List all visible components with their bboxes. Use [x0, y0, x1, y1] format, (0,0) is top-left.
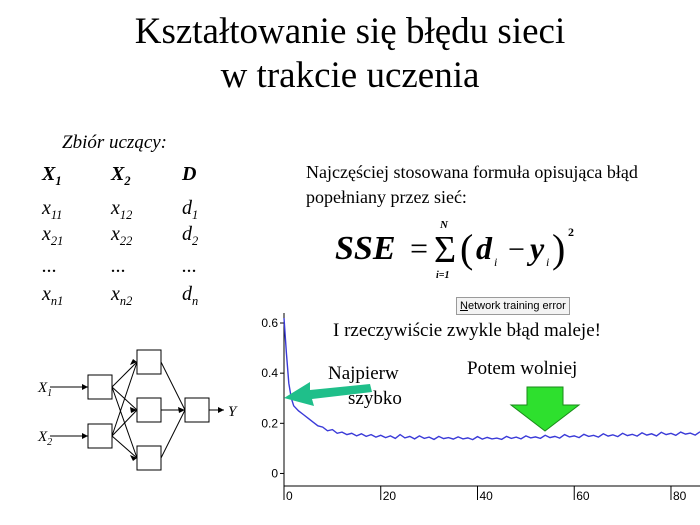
slide-title [0, 10, 700, 98]
table-header: D [182, 163, 197, 185]
formula-lhs: SSE [335, 230, 396, 267]
table-cell: $d_2$ [182, 223, 199, 248]
table-header: $X_1$ [42, 163, 62, 188]
sum-upper-bound: N [440, 219, 448, 231]
table-cell: ... [182, 255, 197, 277]
y-tick-label: 0.6 [261, 316, 278, 331]
x-tick-label: 20 [382, 489, 397, 503]
right-paren: ) [552, 226, 566, 271]
table-header: $X_2$ [111, 163, 131, 188]
table-cell: $d_1$ [182, 197, 199, 222]
fast-arrow [280, 370, 380, 420]
table-cell: $x_{n1}$ [42, 283, 64, 308]
formula-y: y [530, 230, 545, 266]
sum-lower-bound: i=1 [436, 270, 450, 281]
network-diagram [30, 340, 260, 480]
hidden-node-2 [137, 398, 161, 422]
x-tick-label: 60 [576, 489, 590, 503]
arrowhead [218, 407, 224, 413]
sum-symbol: Σ [434, 229, 457, 271]
x-tick-label: 80 [672, 489, 687, 503]
input-1-label: $X_1$ [38, 380, 53, 399]
slow-arrow [505, 385, 585, 435]
connection [161, 410, 185, 458]
hidden-node-1 [137, 350, 161, 374]
chart-title-tag: Network training error [456, 297, 570, 315]
formula-minus: − [508, 233, 525, 266]
formula-y-index: i [546, 255, 550, 269]
fast-arrow-icon [284, 382, 372, 406]
slow-arrow-icon [511, 387, 579, 431]
y-tick-label: 0.2 [261, 416, 278, 431]
table-cell: $x_{21}$ [42, 223, 64, 248]
formula-d: d [476, 230, 492, 266]
table-cell: $d_n$ [182, 283, 199, 308]
input-node-1 [88, 375, 112, 399]
table-cell: ... [111, 255, 126, 277]
arrowhead [130, 407, 137, 413]
input-node-2 [88, 424, 112, 448]
error-formula-description: Najczęściej stosowana formuła opisująca błąd popełniany przez sieć: [306, 162, 638, 207]
y-tick-label: 0 [271, 466, 278, 481]
table-cell: $x_{11}$ [42, 197, 63, 222]
x-tick-label: 40 [479, 489, 493, 503]
sse-formula [330, 214, 590, 284]
slow-label: Potem wolniej [467, 358, 578, 379]
slide-title-line1: Kształtowanie się błędu sieci [134, 11, 566, 52]
fast-label-line2: szybko [348, 388, 402, 409]
formula-d-index: i [494, 255, 498, 269]
table-cell: $x_{22}$ [111, 223, 133, 248]
hidden-node-3 [137, 446, 161, 470]
decrease-headline: I rzeczywiście zwykle błąd maleje! [333, 320, 601, 341]
connection [161, 362, 185, 410]
formula-equals: = [410, 230, 429, 266]
output-node [185, 398, 209, 422]
output-label: Y [228, 404, 237, 420]
left-paren: ( [460, 226, 474, 271]
connection [112, 410, 137, 436]
arrowhead [82, 433, 88, 439]
slide-title-line2: w trakcie uczenia [220, 55, 480, 96]
x-tick-label: 0 [286, 489, 293, 503]
formula-exponent: 2 [568, 225, 574, 239]
network-nodes [88, 350, 209, 470]
input-2-label: $X_2$ [38, 429, 53, 448]
table-cell: $x_{n2}$ [111, 283, 133, 308]
y-tick-label: 0.4 [261, 366, 278, 381]
table-cell: ... [42, 255, 57, 277]
arrowhead [82, 384, 88, 390]
training-set-label: Zbiór uczący: [62, 132, 168, 153]
table-cell: $x_{12}$ [111, 197, 133, 222]
fast-label-line1: Najpierw [328, 363, 399, 384]
